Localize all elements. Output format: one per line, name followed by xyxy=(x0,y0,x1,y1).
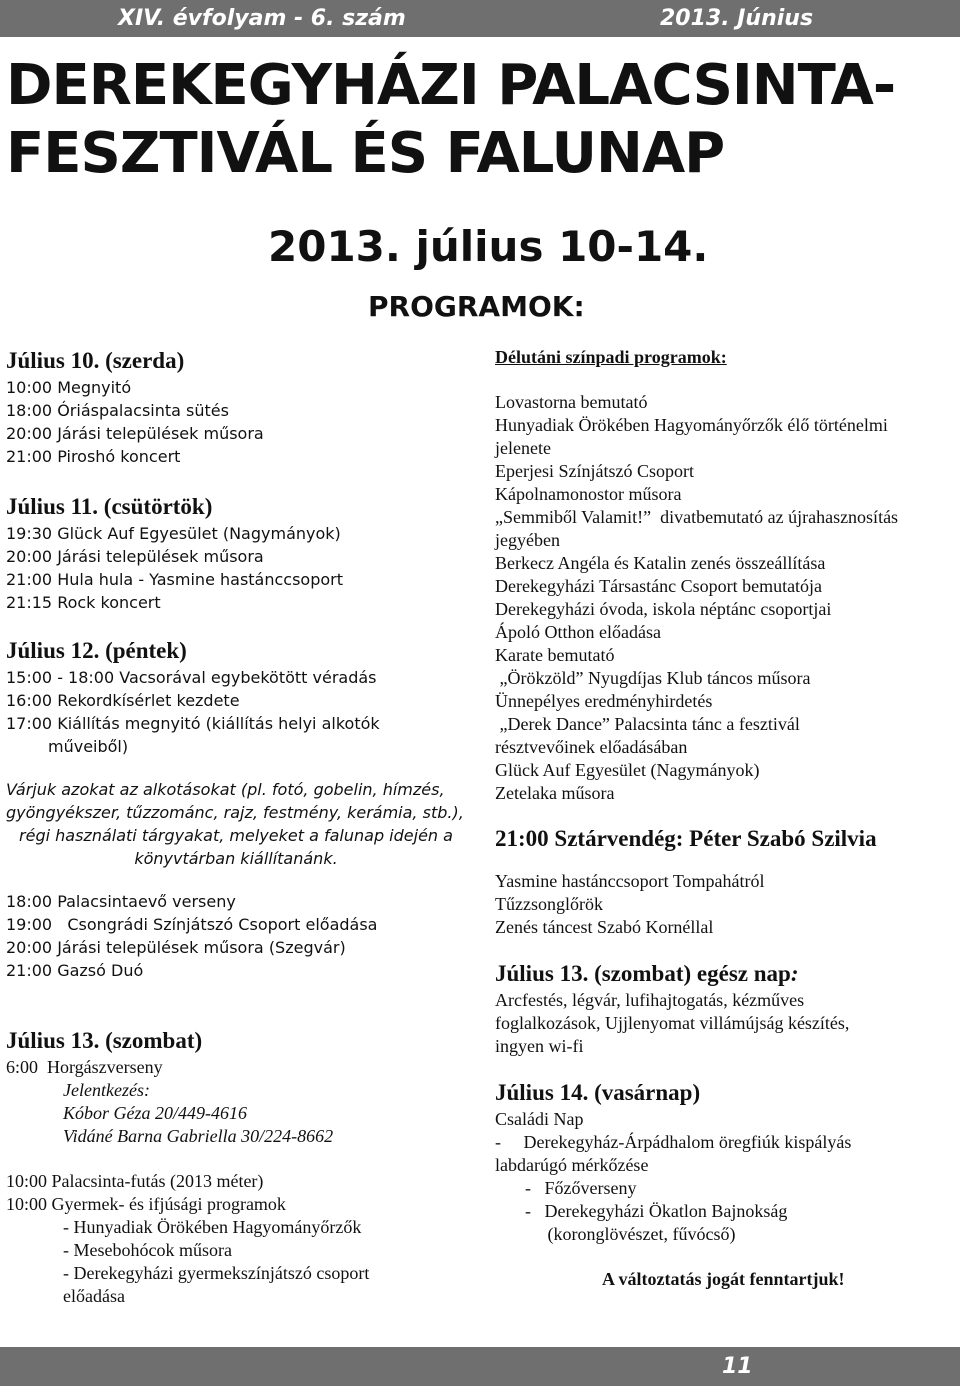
program-item: jelenete xyxy=(495,438,551,458)
program-item: 10:00 Gyermek- és ifjúsági programok xyxy=(6,1194,286,1214)
program-item: 20:00 Járási települések műsora (Szegvár) xyxy=(6,938,346,957)
program-item: Ünnepélyes eredményhirdetés xyxy=(495,691,713,711)
note-line: Várjuk azokat az alkotásokat (pl. fotó, gobelin, hímzés, xyxy=(6,780,445,799)
program-item: Zetelaka műsora xyxy=(495,783,615,803)
program-item: Derekegyházi óvoda, iskola néptánc csoportjai xyxy=(495,599,832,619)
program-item: 16:00 Rekordkísérlet kezdete xyxy=(6,691,240,710)
right-column xyxy=(495,346,955,1291)
program-item: 21:15 Rock koncert xyxy=(6,593,161,612)
title-line-2: FESZTIVÁL ÉS FALUNAP xyxy=(6,121,725,186)
header-bar xyxy=(0,0,960,37)
program-item: „Derek Dance” Palacsinta tánc a fesztivál xyxy=(495,714,800,734)
program-item: Lovastorna bemutató xyxy=(495,392,648,412)
day-heading: Július 10. (szerda) xyxy=(6,348,185,373)
program-item: 19:30 Glück Auf Egyesület (Nagymányok) xyxy=(6,524,341,543)
program-item: 21:00 Hula hula - Yasmine hastánccsoport xyxy=(6,570,344,589)
program-item: Glück Auf Egyesület (Nagymányok) xyxy=(495,760,760,780)
program-subitem: előadása xyxy=(63,1286,125,1306)
star-guest: 21:00 Sztárvendég: Péter Szabó Szilvia xyxy=(495,826,877,851)
note-line: könyvtárban kiállítanánk. xyxy=(134,849,338,868)
apply-line: Vidáné Barna Gabriella 30/224-8662 xyxy=(63,1126,334,1146)
program-item: „Semmiből Valamit!” divatbemutató az újrahasznosítás xyxy=(495,507,899,527)
programs-heading: PROGRAMOK: xyxy=(368,290,585,323)
program-item: - Derekegyház-Árpádhalom öregfiúk kispályás xyxy=(495,1132,852,1152)
program-item: 19:00 Csongrádi Színjátszó Csoport előadása xyxy=(6,915,378,934)
program-item: Karate bemutató xyxy=(495,645,615,665)
saturday-title: Július 13. (szombat) egész nap xyxy=(495,961,791,986)
program-subitem: - Főzőverseny xyxy=(525,1178,637,1198)
program-item: Ápoló Otthon előadása xyxy=(495,622,661,642)
issue-date: 2013. Június xyxy=(660,6,814,31)
program-item: Yasmine hastánccsoport Tompahátról xyxy=(495,871,765,891)
program-item: labdarúgó mérkőzése xyxy=(495,1155,649,1175)
program-item: 20:00 Járási települések műsora xyxy=(6,547,264,566)
title-line-1: DEREKEGYHÁZI PALACSINTA- xyxy=(6,53,896,118)
left-column xyxy=(6,346,476,1308)
program-item: ingyen wi-fi xyxy=(495,1036,584,1056)
program-item: 21:00 Gazsó Duó xyxy=(6,961,144,980)
apply-line: Jelentkezés: xyxy=(63,1080,150,1100)
program-subitem: - Derekegyházi Ökatlon Bajnokság xyxy=(525,1201,788,1221)
day-heading xyxy=(495,959,955,989)
program-item: 10:00 Megnyitó xyxy=(6,378,132,397)
program-item: Derekegyházi Társastánc Csoport bemutatója xyxy=(495,576,823,596)
program-item: jegyében xyxy=(495,530,560,550)
apply-line: Kóbor Géza 20/449-4616 xyxy=(63,1103,247,1123)
program-item: Hunyadiak Örökében Hagyományőrzők élő történelmi xyxy=(495,415,888,435)
program-item: 18:00 Palacsintaevő verseny xyxy=(6,892,236,911)
page-title xyxy=(6,52,956,188)
program-subitem: - Mesebohócok műsora xyxy=(63,1240,232,1260)
afternoon-heading: Délutáni színpadi programok: xyxy=(495,347,727,367)
program-item: Zenés táncest Szabó Kornéllal xyxy=(495,917,714,937)
program-item: „Örökzöld” Nyugdíjas Klub táncos műsora xyxy=(495,668,811,688)
program-subitem: (koronglövészet, fűvócső) xyxy=(525,1224,736,1244)
day-heading: Július 13. (szombat) xyxy=(6,1028,203,1053)
volume-label: XIV. évfolyam - 6. szám xyxy=(118,6,406,31)
program-item: 21:00 Piroshó koncert xyxy=(6,447,181,466)
program-item: 6:00 Horgászverseny xyxy=(6,1057,163,1077)
note-line: gyöngyékszer, tűzzománc, rajz, festmény, kerámia, stb.), xyxy=(6,803,464,822)
day-heading: Július 11. (csütörtök) xyxy=(6,494,213,519)
note-line: régi használati tárgyakat, melyeket a falunap idején a xyxy=(19,826,453,845)
program-item: 10:00 Palacsinta-futás (2013 méter) xyxy=(6,1171,264,1191)
program-item: Családi Nap xyxy=(495,1109,584,1129)
program-item: Arcfestés, légvár, lufihajtogatás, kézműves xyxy=(495,990,805,1010)
program-item: műveiből) xyxy=(48,737,129,756)
program-item: résztvevőinek előadásában xyxy=(495,737,688,757)
saturday-colon: : xyxy=(790,961,799,986)
program-item: Tűzzsonglőrök xyxy=(495,894,603,914)
page-number: 11 xyxy=(722,1354,753,1379)
day-heading: Július 12. (péntek) xyxy=(6,638,187,663)
exhibition-note xyxy=(6,778,466,870)
day-heading: Július 14. (vasárnap) xyxy=(495,1080,701,1105)
program-item: 20:00 Járási települések műsora xyxy=(6,424,264,443)
program-item: 17:00 Kiállítás megnyitó (kiállítás helyi alkotók xyxy=(6,714,380,733)
program-item: Eperjesi Színjátszó Csoport xyxy=(495,461,694,481)
event-dates: 2013. július 10-14. xyxy=(268,222,709,271)
program-item: 18:00 Óriáspalacsinta sütés xyxy=(6,401,229,420)
program-item: foglalkozások, Ujjlenyomat villámújság készítés, xyxy=(495,1013,850,1033)
program-subitem: - Derekegyházi gyermekszínjátszó csoport xyxy=(63,1263,370,1283)
program-item: Kápolnamonostor műsora xyxy=(495,484,682,504)
footer-bar xyxy=(0,1347,960,1386)
program-item: Berkecz Angéla és Katalin zenés összeállítása xyxy=(495,553,826,573)
program-subitem: - Hunyadiak Örökében Hagyományőrzők xyxy=(63,1217,362,1237)
program-item: 15:00 - 18:00 Vacsorával egybekötött véradás xyxy=(6,668,377,687)
disclaimer: A változtatás jogát fenntartjuk! xyxy=(602,1269,845,1289)
